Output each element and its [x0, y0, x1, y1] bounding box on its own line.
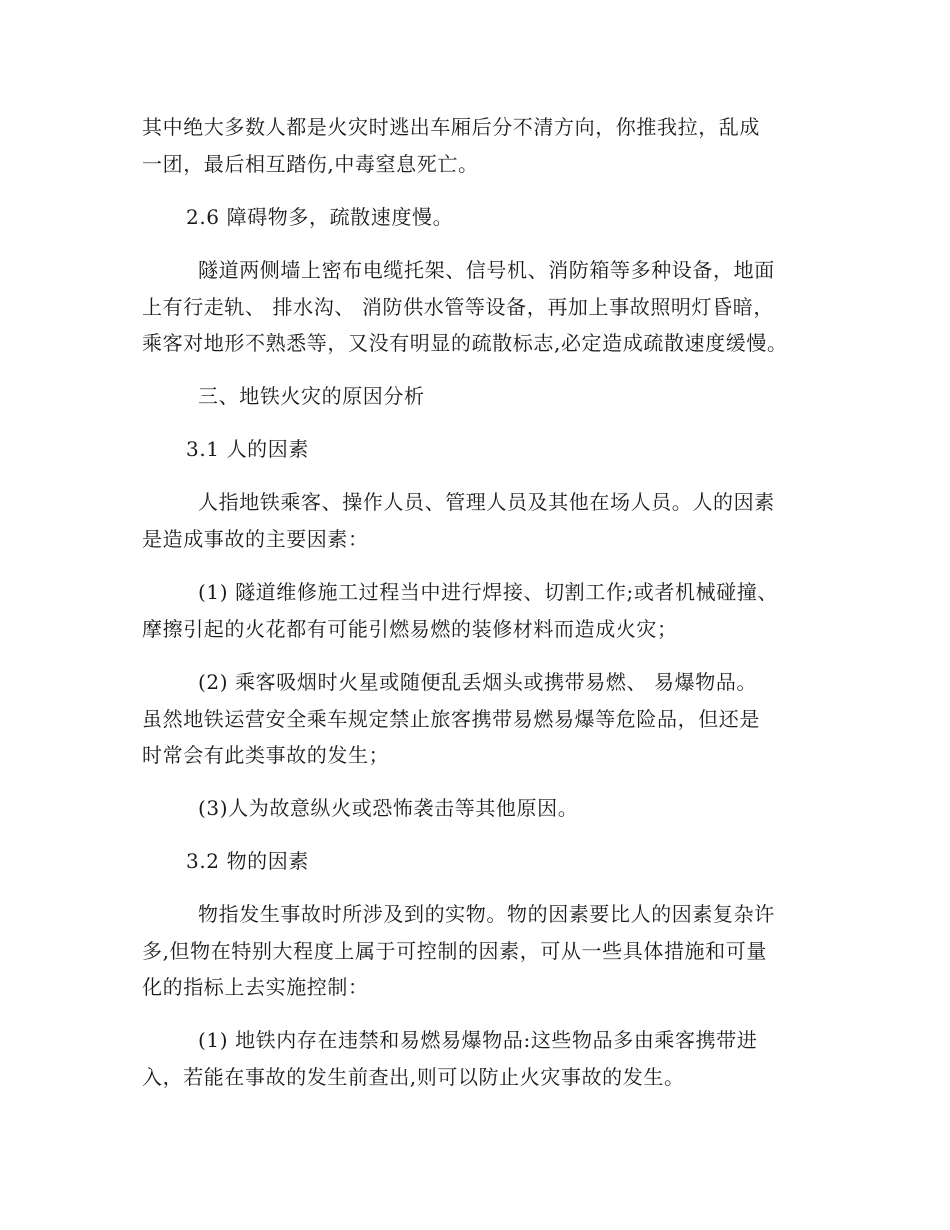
text-line: 人指地铁乘客、操作人员、管理人员及其他在场人员。人的因素 — [198, 490, 775, 514]
text-line: 虽然地铁运营安全乘车规定禁止旅客携带易燃易爆等危险品，但还是 — [142, 707, 760, 731]
text-line: 隧道两侧墙上密布电缆托架、信号机、消防箱等多种设备，地面 — [198, 258, 775, 282]
text-line: 物指发生事故时所涉及到的实物。物的因素要比人的因素复杂许 — [198, 902, 775, 926]
text-line: 化的指标上去实施控制： — [142, 975, 369, 999]
list-item-line: (3)人为故意纵火或恐怖袭击等其他原因。 — [198, 796, 579, 820]
text-line: 是造成事故的主要因素： — [142, 527, 369, 551]
text-line: 入，若能在事故的发生前查出,则可以防止火灾事故的发生。 — [142, 1065, 685, 1089]
text-line: 摩擦引起的火花都有可能引燃易燃的装修材料而造成火灾； — [142, 617, 678, 641]
list-item-line: (1) 隧道维修施工过程当中进行焊接、切割工作;或者机械碰撞、 — [198, 580, 779, 604]
text-line: 乘客对地形不熟悉等，又没有明显的疏散标志,必定造成疏散速度缓慢。 — [142, 331, 788, 355]
section-heading: 2.6 障碍物多，疏散速度慢。 — [186, 205, 454, 229]
list-item-line: (2) 乘客吸烟时火星或随便乱丢烟头或携带易燃、 易爆物品。 — [198, 670, 758, 694]
text-line: 其中绝大多数人都是火灾时逃出车厢后分不清方向，你推我拉，乱成 — [142, 115, 760, 139]
text-line: 一团，最后相互踏伤,中毒窒息死亡。 — [142, 152, 479, 176]
text-line: 上有行走轨、 排水沟、 消防供水管等设备，再加上事故照明灯昏暗， — [142, 295, 774, 319]
chapter-heading: 三、地铁火灾的原因分析 — [198, 384, 425, 408]
text-line: 多,但物在特别大程度上属于可控制的因素，可从一些具体措施和可量 — [142, 939, 767, 963]
list-item-line: (1) 地铁内存在违禁和易燃易爆物品:这些物品多由乘客携带进 — [198, 1028, 758, 1052]
section-heading: 3.2 物的因素 — [186, 849, 309, 873]
section-heading: 3.1 人的因素 — [186, 437, 309, 461]
text-line: 时常会有此类事故的发生； — [142, 743, 390, 767]
